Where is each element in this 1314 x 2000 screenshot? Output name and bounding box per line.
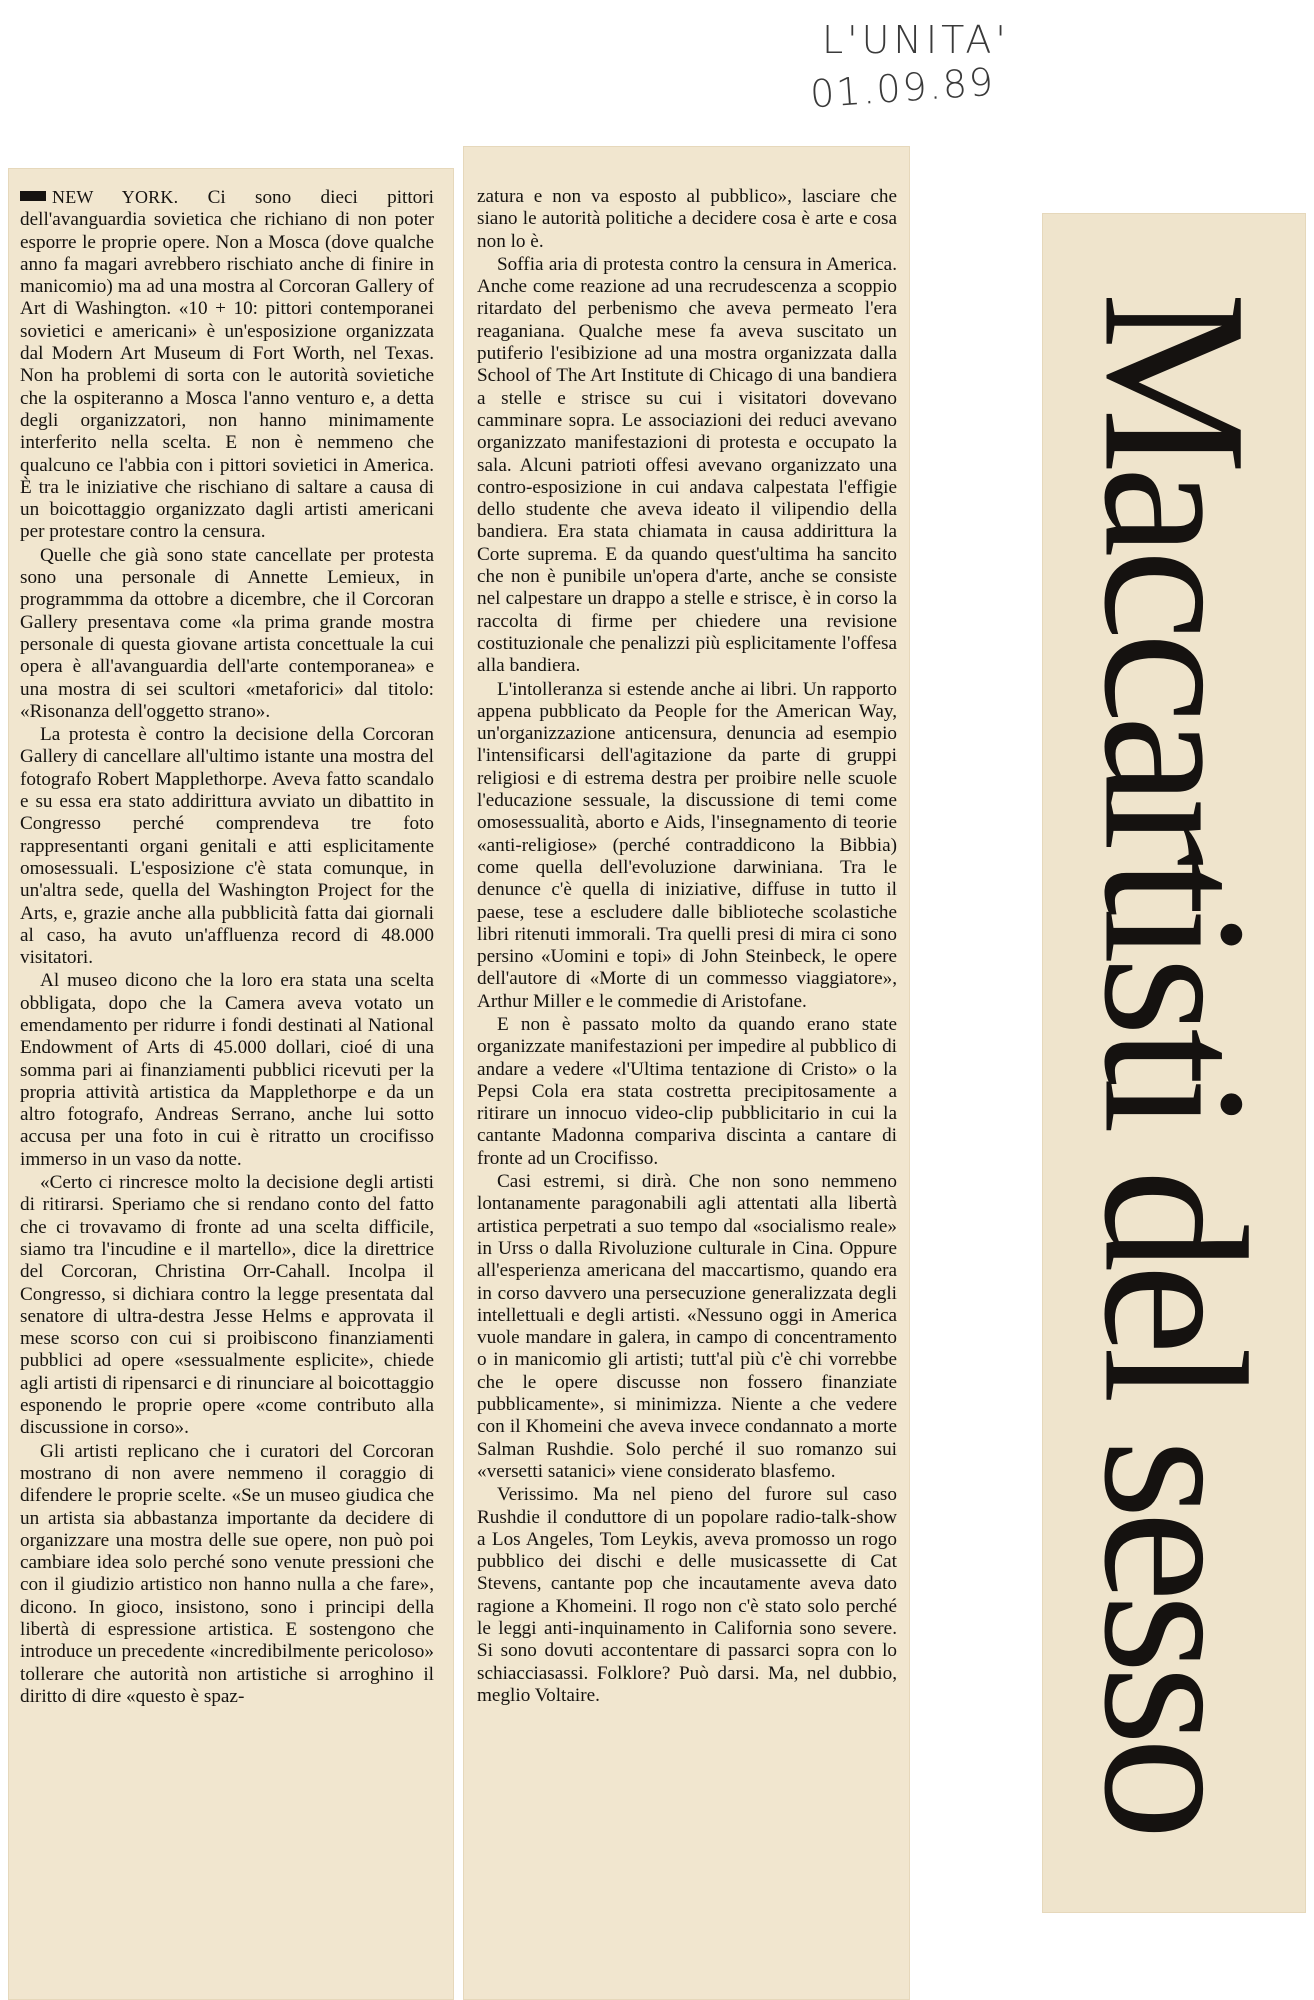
paragraph-11: Casi estremi, si dirà. Che non sono nemmeno lontanamente paragonabili agli attentati alla libertà artistica perpetrati a suo tempo dal «socialismo reale» in Urss o dalla Rivoluzione culturale in Cina. Oppure all'esperienza americana del maccartismo, quando era in corso davvero una persecuzione generalizzata degli intellettuali e degli artisti. «Nessuno oggi in America vuole mandare in galera, in campo di concentramento o in manicomio gli artisti; tutt'al più c'è chi vorrebbe che le opere discusse non fossero finanziate pubblicamente», si minimizza. Niente a che vedere con il Khomeini che aveva invece condannato a morte Salman Rushdie. Solo perché il suo romanzo sui «versetti satanici» viene considerato blasfemo. [477, 1171, 897, 1482]
headline: Maccartisti del sesso [1061, 292, 1289, 1832]
paragraph-7: zatura e non va esposto al pubblico», lasciare che siano le autorità politiche a decidere cosa è arte e cosa non lo è. [477, 186, 897, 252]
handwritten-date: 01.09.89 [808, 59, 997, 117]
paragraph-3: La protesta è contro la decisione della Corcoran Gallery di cancellare all'ultimo istante una mostra del fotografo Robert Mapplethorpe. Aveva fatto scandalo e su essa era stato addirittura avviato un dibattito in Congresso perché comprendeva tre foto rappresentanti organi genitali e atti esplicitamente omosessuali. L'esposizione c'è stata comunque, in un'altra sede, quella del Washington Project for the Arts, e, grazie anche alla pubblicità fatta dai giornali al caso, ha avuto un'affluenza record di 48.000 visitatori. [20, 724, 434, 969]
paragraph-10: E non è passato molto da quando erano state organizzate manifestazioni per impedire al pubblico di andare a vedere «l'Ultima tentazione di Cristo» o la Pepsi Cola era stata costretta precipitosamente a ritirare un innocuo video-clip pubblicitario in cui la cantante Madonna compariva discinta a cantare di fronte ad un Crocifisso. [477, 1013, 897, 1169]
dateline: NEW YORK. [52, 187, 179, 207]
dateline-marker [20, 191, 46, 201]
handwritten-newspaper-name: L'UNITA' [822, 18, 1010, 62]
paragraph-5: «Certo ci rincresce molto la decisione degli artisti di ritirarsi. Speriamo che si rendano conto del fatto che ci trovavamo di fronte ad una scelta difficile, siamo tra l'incudine e il martello», dice la direttrice del Corcoran, Christina Orr-Cahall. Incolpa il Congresso, si dichiara contro la legge presentata dal senatore di ultra-destra Jesse Helms e approvata il mese scorso con cui si proibiscono finanziamenti pubblici ad opere «sessualmente esplicite», chiede agli artisti di ripensarci e di rinunciare al boicottaggio esponendo le proprie opere «come contributo alla discussione in corso». [20, 1172, 434, 1439]
paragraph-6: Gli artisti replicano che i curatori del Corcoran mostrano di non avere nemmeno il coraggio di difendere le proprie scelte. «Se un museo giudica che un artista sia abbastanza importante da decidere di organizzare una mostra delle sue opere, non può poi cambiare idea solo perché sono venute pressioni che con il giudizio artistico non hanno nulla a che fare», dicono. In gioco, insistono, sono i principi della libertà di espressione artistica. E sostengono che introduce un precedente «incredibilmente pericoloso» tollerare che autorità non artistiche si arroghino il diritto di dire «questo è spaz- [20, 1440, 434, 1707]
paragraph-1-text: Ci sono dieci pittori dell'avanguardia sovietica che richiano di non poter esporre le proprie opere. Non a Mosca (dove qualche anno fa magari avrebbero rischiato anche di finire in manicomio) ma ad una mostra al Corcoran Gallery of Art di Washington. «10 + 10: pittori contemporanei sovietici e americani» è un'esposizione organizzata dal Modern Art Museum di Fort Worth, nel Texas. Non ha problemi di sorta con le autorità sovietiche che la ospiteranno a Mosca l'anno venturo e, a detta degli organizzatori, non hanno minimamente interferito nella scelta. E non è nemmeno che qualcuno ce l'abbia con i pittori sovietici in America. È tra le iniziative che rischiano di saltare a causa di un boicottaggio organizzato dagli artisti americani per protestare contro la censura. [20, 187, 434, 543]
paragraph-8: Soffia aria di protesta contro la censura in America. Anche come reazione ad una recrudescenza a scoppio ritardato del perbenismo che aveva permeato l'era reaganiana. Qualche mese fa aveva suscitato un putiferio l'esibizione ad una mostra organizzata dalla School of The Art Institute di Chicago di una bandiera a stelle e strisce su cui i visitatori dovevano camminare sopra. Le associazioni dei reduci avevano organizzato manifestazioni di protesta e occupato la sala. Alcuni patrioti offesi avevano organizzato una contro-esposizione in cui andava calpestata l'effigie dello studente che aveva ideato il vilipendio della bandiera. Era stata chiamata in causa addirittura la Corte suprema. E da quando quest'ultima ha sancito che non è punibile un'opera d'arte, anche se consiste nel calpestare un drappo a stelle e strisce, è in corso la raccolta di firme per chiedere una revisione costituzionale che penalizzi più esplicitamente l'offesa alla bandiera. [477, 253, 897, 677]
paragraph-1 [20, 186, 434, 544]
article-column-2 [477, 186, 897, 1996]
paragraph-2: Quelle che già sono state cancellate per protesta sono una personale di Annette Lemieux, in programmma da ottobre a dicembre, che il Corcoran Gallery presentava come «la prima grande mostra personale di questa giovane artista concettuale la cui opera è all'avanguardia dell'arte contemporanea» e una mostra di sei scultori «metaforici» dal titolo: «Risonanza dell'oggetto strano». [20, 544, 434, 722]
paragraph-4: Al museo dicono che la loro era stata una scelta obbligata, dopo che la Camera aveva votato un emendamento per ridurre i fondi destinati al National Endowment of Arts di 45.000 dollari, cioé di una somma pari ai finanziamenti pubblici ricevuti per la propria attività artistica da Mapplethorpe e da un altro fotografo, Andreas Serrano, anche lui sotto accusa per una foto in cui è ritratto un crocifisso immerso in un vaso da notte. [20, 970, 434, 1170]
paragraph-12: Verissimo. Ma nel pieno del furore sul caso Rushdie il conduttore di un popolare radio-talk-show a Los Angeles, Tom Leykis, aveva promosso un rogo pubblico dei dischi e delle musicassette di Cat Stevens, cantante pop che incautamente aveva dato ragione a Khomeini. Il rogo non c'è stato solo perché le leggi anti-inquinamento in California sono severe. Si sono dovuti accontentare di passarci sopra con lo schiacciasassi. Folklore? Può darsi. Ma, nel dubbio, meglio Voltaire. [477, 1484, 897, 1706]
paragraph-9: L'intolleranza si estende anche ai libri. Un rapporto appena pubblicato da People for the American Way, un'organizzazione anticensura, denuncia ad esempio l'intensificarsi dell'agitazione da parte di gruppi religiosi e di estrema destra per proibire nelle scuole l'educazione sessuale, la discussione di temi come omosessualità, aborto e Aids, l'insegnamento di teorie «anti-religiose» (perché contraddicono la Bibbia) come quella dell'evoluzione darwiniana. Tra le denunce c'è quella di iniziative, diffuse in tutto il paese, tese a escludere dalle biblioteche scolastiche libri ritenuti immorali. Tra quelli presi di mira ci sono persino «Uomini e topi» di John Steinbeck, le opere dell'autore di «Morte di un commesso viaggiatore», Arthur Miller e le commedie di Aristofane. [477, 678, 897, 1012]
article-column-1 [20, 186, 434, 1996]
